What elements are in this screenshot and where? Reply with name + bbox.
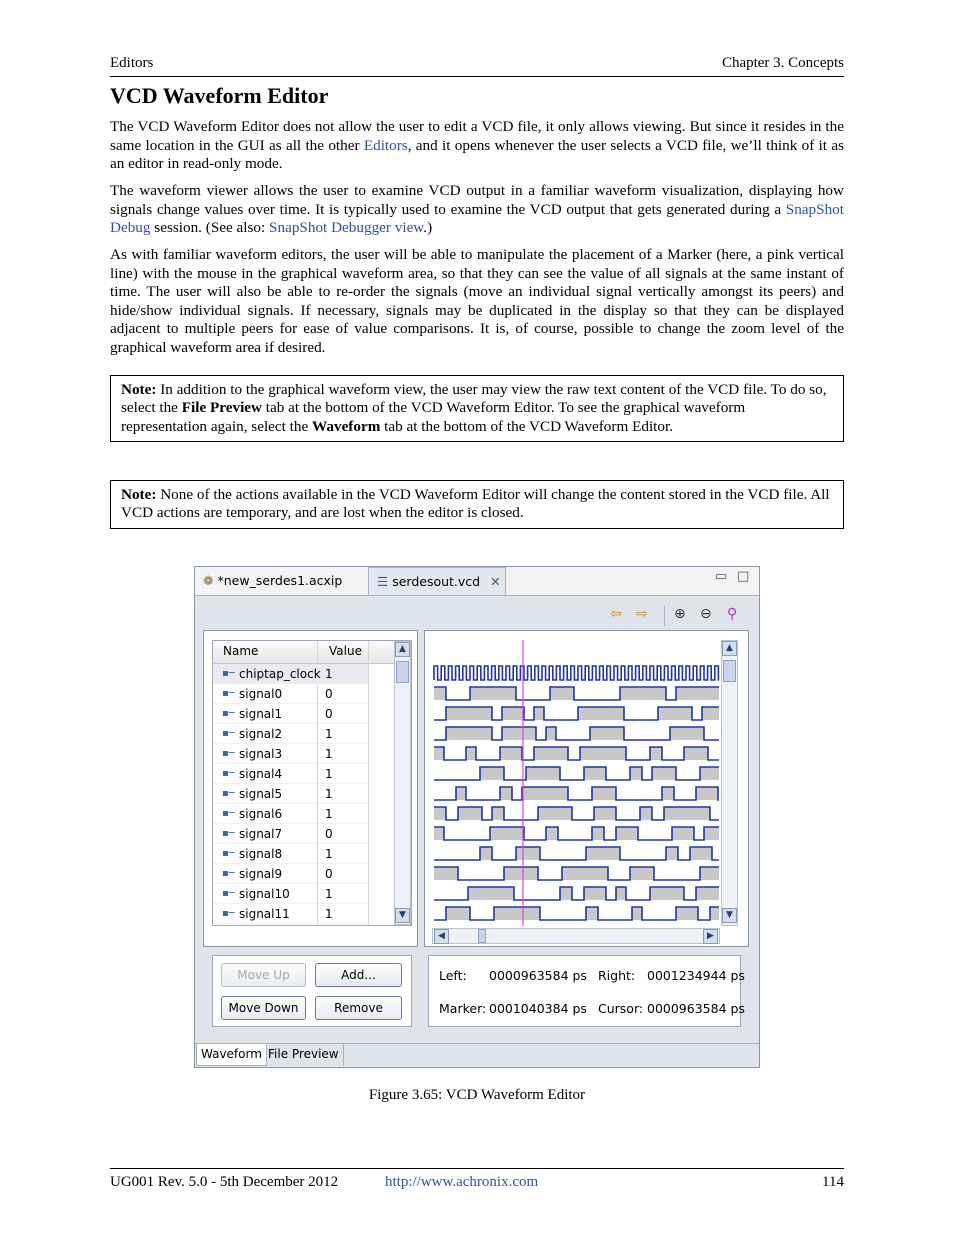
signal-value: 0 (325, 687, 333, 701)
maximize-icon[interactable]: □ (737, 569, 750, 584)
table-row[interactable] (213, 844, 393, 864)
signal-table (212, 640, 412, 926)
footer-url-link[interactable]: http://www.achronix.com (385, 1174, 539, 1190)
move-down-button[interactable]: Move Down (221, 996, 306, 1020)
high-level-shade (522, 787, 568, 800)
list-icon: ☰ (377, 574, 389, 589)
high-level-shade (652, 767, 676, 780)
table-row[interactable] (213, 864, 393, 884)
high-level-shade (434, 807, 446, 820)
high-level-shade (456, 787, 466, 800)
p1-text-b: , and it opens whenever the user selects a VCD file, we’ll think of it as an editor in read-only mode. (110, 136, 844, 173)
paragraph-2 (110, 182, 844, 238)
signal-value: 0 (325, 827, 333, 841)
snapshot-debug-link[interactable]: SnapShot Debug (110, 200, 844, 237)
waveform-canvas[interactable] (431, 640, 721, 926)
signal-waveform (434, 907, 719, 920)
high-level-shade (502, 727, 536, 740)
high-level-shade (546, 727, 556, 740)
signal-icon: ▪─ (222, 728, 235, 739)
signal-icon: ▪─ (222, 748, 235, 759)
high-level-shade (594, 807, 616, 820)
signal-name: signal10 (239, 887, 290, 901)
high-level-shade (546, 827, 558, 840)
close-icon[interactable]: ✕ (490, 574, 501, 589)
marker-label: Marker: (439, 1001, 487, 1016)
arrow-left-icon[interactable]: ⇦ (610, 606, 622, 622)
high-level-shade (700, 867, 719, 880)
signal-icon: ▪─ (222, 888, 235, 899)
footer-page-number: 114 (822, 1174, 844, 1190)
p2-text-a: The waveform viewer allows the user to examine VCD output in a familiar waveform visualization, displaying how signals change values over time. It is typically used to examine the VCD output that gets generated during a (110, 182, 844, 218)
high-level-shade (702, 707, 719, 720)
high-level-shade (560, 887, 572, 900)
signal-icon: ▪─ (222, 868, 235, 879)
high-level-shade (534, 747, 568, 760)
wave-scroll-left-icon[interactable]: ◀ (434, 929, 449, 944)
signal-value: 1 (325, 807, 333, 821)
high-level-shade (470, 687, 516, 700)
gear-icon: ❁ (203, 573, 214, 588)
signal-icon: ▪─ (222, 688, 235, 699)
high-level-shade (672, 827, 694, 840)
tab-serdesout-vcd[interactable] (368, 567, 506, 595)
high-level-shade (676, 907, 698, 920)
high-level-shade (504, 867, 538, 880)
high-level-shade (516, 847, 540, 860)
signal-value: 1 (325, 667, 333, 681)
add-button[interactable]: Add... (315, 963, 402, 987)
high-level-shade (658, 707, 692, 720)
signal-name: chiptap_clock (239, 667, 321, 681)
high-level-shade (690, 847, 712, 860)
note-box-1 (110, 375, 844, 442)
signal-icon: ▪─ (222, 808, 235, 819)
signal-name: signal7 (239, 827, 283, 841)
paragraph-1 (110, 118, 844, 174)
signal-name: signal9 (239, 867, 283, 881)
high-level-shade (500, 747, 522, 760)
right-label: Right: (598, 968, 636, 983)
note-1-file-preview: File Preview (181, 399, 262, 417)
high-level-shade (696, 887, 719, 900)
signal-value: 1 (325, 727, 333, 741)
note-box-2 (110, 480, 844, 529)
high-level-shade (640, 807, 652, 820)
signal-icon: ▪─ (222, 788, 235, 799)
high-level-shade (704, 827, 719, 840)
signal-name: signal2 (239, 727, 283, 741)
table-row[interactable] (213, 784, 393, 804)
scroll-thumb[interactable] (396, 661, 409, 683)
editors-link[interactable]: Editors (363, 136, 408, 154)
high-level-shade (630, 867, 654, 880)
high-level-shade (534, 707, 544, 720)
signal-name: signal8 (239, 847, 283, 861)
signal-waveform (434, 747, 719, 760)
table-row[interactable] (213, 684, 393, 704)
high-level-shade (446, 707, 492, 720)
high-level-shade (446, 727, 492, 740)
high-level-shade (700, 767, 719, 780)
paragraph-3: As with familiar waveform editors, the user will be able to manipulate the placement of a Marker (here, a pink vertical line) with the mouse in the graphical waveform area, so that they can see the value of all signals at the same instant of time. The user will also be able to re-order the signals (move an individual signal vertically amongst its peers) and hide/show individual signals. If necessary, signals may be duplicated in the display so that they can be displayed adjacent to multiple peers for ease of value comparisons. It is, of course, possible to change the zoom level of the graphical waveform area if desired. (110, 246, 844, 356)
high-level-shade (468, 887, 514, 900)
signal-value: 0 (325, 707, 333, 721)
minimize-icon[interactable]: ▭ (715, 569, 728, 584)
waveform-vscrollbar[interactable] (721, 640, 738, 926)
header-rule (110, 76, 844, 77)
high-level-shade (458, 807, 482, 820)
row-divider (213, 923, 368, 924)
wave-vscroll-thumb[interactable] (723, 660, 736, 682)
signal-value: 0 (325, 867, 333, 881)
note-1-text-d: tab at the bottom of the VCD Waveform Editor. (380, 417, 673, 435)
note-1-text-a: In addition to the graphical waveform view, the user may view the raw text content of the VCD file. To do so, select the (121, 381, 827, 417)
high-level-shade (434, 827, 444, 840)
table-row[interactable] (213, 744, 393, 764)
high-level-shade (480, 847, 492, 860)
signal-icon: ▪─ (222, 828, 235, 839)
high-level-shade (502, 707, 524, 720)
p2-text-c: .) (423, 219, 433, 237)
high-level-shade (632, 907, 642, 920)
table-row[interactable] (213, 764, 393, 784)
tab-serdesout-label: serdesout.vcd (392, 574, 481, 589)
high-level-shade (580, 747, 626, 760)
high-level-shade (434, 687, 446, 700)
high-level-shade (562, 867, 608, 880)
snapshot-debugger-view-link[interactable]: SnapShot Debugger view (269, 219, 424, 237)
high-level-shade (584, 887, 606, 900)
toolbar-separator (664, 606, 665, 626)
cursor-value: 0000963584 ps (647, 1001, 745, 1016)
tab-waveform[interactable]: Waveform (196, 1044, 267, 1066)
high-level-shade (664, 807, 710, 820)
high-level-shade (446, 907, 470, 920)
high-level-shade (480, 767, 504, 780)
high-level-shade (526, 767, 560, 780)
right-value: 0001234944 ps (647, 968, 745, 983)
tab-new-serdes1-label: *new_serdes1.acxip (217, 573, 343, 588)
high-level-shade (650, 887, 684, 900)
signal-name: signal6 (239, 807, 283, 821)
p2-text-b: session. (See also: (150, 219, 270, 237)
footer-doc: UG001 Rev. 5.0 - 5th December 2012 (110, 1174, 339, 1190)
high-level-shade (590, 727, 624, 740)
high-level-shade (616, 827, 638, 840)
tab-new-serdes1[interactable] (195, 567, 367, 595)
move-up-button[interactable]: Move Up (221, 963, 306, 987)
high-level-shade (630, 767, 642, 780)
table-row[interactable] (213, 804, 393, 824)
signal-value: 1 (325, 787, 333, 801)
high-level-shade (666, 847, 678, 860)
high-level-shade (586, 907, 598, 920)
note-1-label: Note: (121, 381, 157, 398)
running-header-right: Chapter 3. Concepts (721, 55, 844, 71)
high-level-shade (710, 907, 719, 920)
zoom-in-icon[interactable]: ⊕ (674, 606, 686, 622)
cursor-label: Cursor: (598, 1001, 644, 1016)
high-level-shade (592, 827, 604, 840)
high-level-shade (620, 687, 666, 700)
table-row[interactable] (213, 884, 393, 904)
time-info-panel (428, 955, 741, 1027)
signal-value: 1 (325, 767, 333, 781)
signal-table-scrollbar[interactable] (394, 641, 411, 925)
high-level-shade (584, 767, 606, 780)
signal-name: signal3 (239, 747, 283, 761)
high-level-shade (684, 747, 708, 760)
high-level-shade (434, 867, 458, 880)
signal-name: signal1 (239, 707, 283, 721)
signal-value: 1 (325, 747, 333, 761)
arrow-right-icon[interactable]: ⇨ (636, 606, 648, 622)
left-label: Left: (439, 968, 467, 983)
table-row[interactable] (213, 704, 393, 724)
figure-caption: Figure 3.65: VCD Waveform Editor (368, 1087, 586, 1103)
signal-icon: ▪─ (222, 848, 235, 859)
left-value: 0000963584 ps (489, 968, 587, 983)
signal-icon: ▪─ (222, 708, 235, 719)
wave-scroll-right-icon[interactable]: ▶ (703, 929, 718, 944)
high-level-shade (492, 807, 504, 820)
high-level-shade (586, 847, 620, 860)
table-row[interactable] (213, 664, 393, 684)
signal-value: 1 (325, 847, 333, 861)
high-level-shade (650, 747, 662, 760)
signal-icon: ▪─ (222, 908, 235, 919)
high-level-shade (578, 707, 624, 720)
high-level-shade (494, 907, 540, 920)
table-row[interactable] (213, 824, 393, 844)
running-header-left: Editors (110, 55, 154, 71)
high-level-shade (616, 887, 626, 900)
footer-rule (110, 1168, 844, 1169)
tab-file-preview[interactable]: File Preview (264, 1044, 344, 1066)
remove-button[interactable]: Remove (315, 996, 402, 1020)
p1-text-a: The VCD Waveform Editor does not allow the user to edit a VCD file, it only allows viewing. But since it resides in the same location in the GUI as all the other (110, 118, 844, 154)
signal-icon: ▪─ (222, 768, 235, 779)
signal-name: signal11 (239, 907, 290, 921)
waveform-hscrollbar[interactable] (432, 928, 720, 944)
signal-icon: ▪─ (222, 668, 235, 679)
column-header-name[interactable]: Name (223, 644, 259, 658)
signal-value: 1 (325, 907, 333, 921)
high-level-shade (434, 747, 444, 760)
signal-waveform (434, 767, 719, 780)
zoom-out-icon[interactable]: ⊖ (700, 606, 712, 622)
scroll-down-arrow-icon[interactable]: ▼ (395, 908, 410, 923)
signal-name: signal4 (239, 767, 283, 781)
signal-waveform (434, 787, 719, 800)
scroll-up-arrow-icon[interactable]: ▲ (395, 642, 410, 657)
table-row[interactable] (213, 904, 393, 924)
high-level-shade (550, 687, 574, 700)
editor-tab-strip (195, 567, 759, 596)
high-level-shade (466, 747, 476, 760)
wave-scroll-down-icon[interactable]: ▼ (722, 908, 737, 923)
note-2-text: None of the actions available in the VCD Waveform Editor will change the content stored in the VCD file. All VCD actions are temporary, and are lost when the editor is closed. (121, 486, 830, 522)
zoom-marker-icon[interactable]: ⚲ (727, 606, 738, 622)
wave-hscroll-thumb[interactable] (478, 929, 486, 943)
high-level-shade (662, 787, 674, 800)
note-2-label: Note: (121, 486, 157, 503)
column-header-value[interactable]: Value (329, 644, 362, 658)
high-level-shade (592, 787, 616, 800)
wave-scroll-up-icon[interactable]: ▲ (722, 641, 737, 656)
table-row[interactable] (213, 724, 393, 744)
high-level-shade (490, 827, 524, 840)
clock-waveform (434, 666, 719, 680)
marker-value: 0001040384 ps (489, 1001, 587, 1016)
note-1-waveform: Waveform (312, 417, 381, 435)
high-level-shade (696, 787, 718, 800)
note-1-text-c: tab at the bottom of the VCD Waveform Editor. To see the graphical waveform representation again, select the (121, 399, 746, 435)
high-level-shade (670, 727, 704, 740)
section-title: VCD Waveform Editor (110, 83, 329, 108)
high-level-shade (676, 687, 719, 700)
signal-name: signal5 (239, 787, 283, 801)
high-level-shade (500, 787, 512, 800)
signal-value: 1 (325, 887, 333, 901)
high-level-shade (538, 807, 572, 820)
signal-name: signal0 (239, 687, 283, 701)
